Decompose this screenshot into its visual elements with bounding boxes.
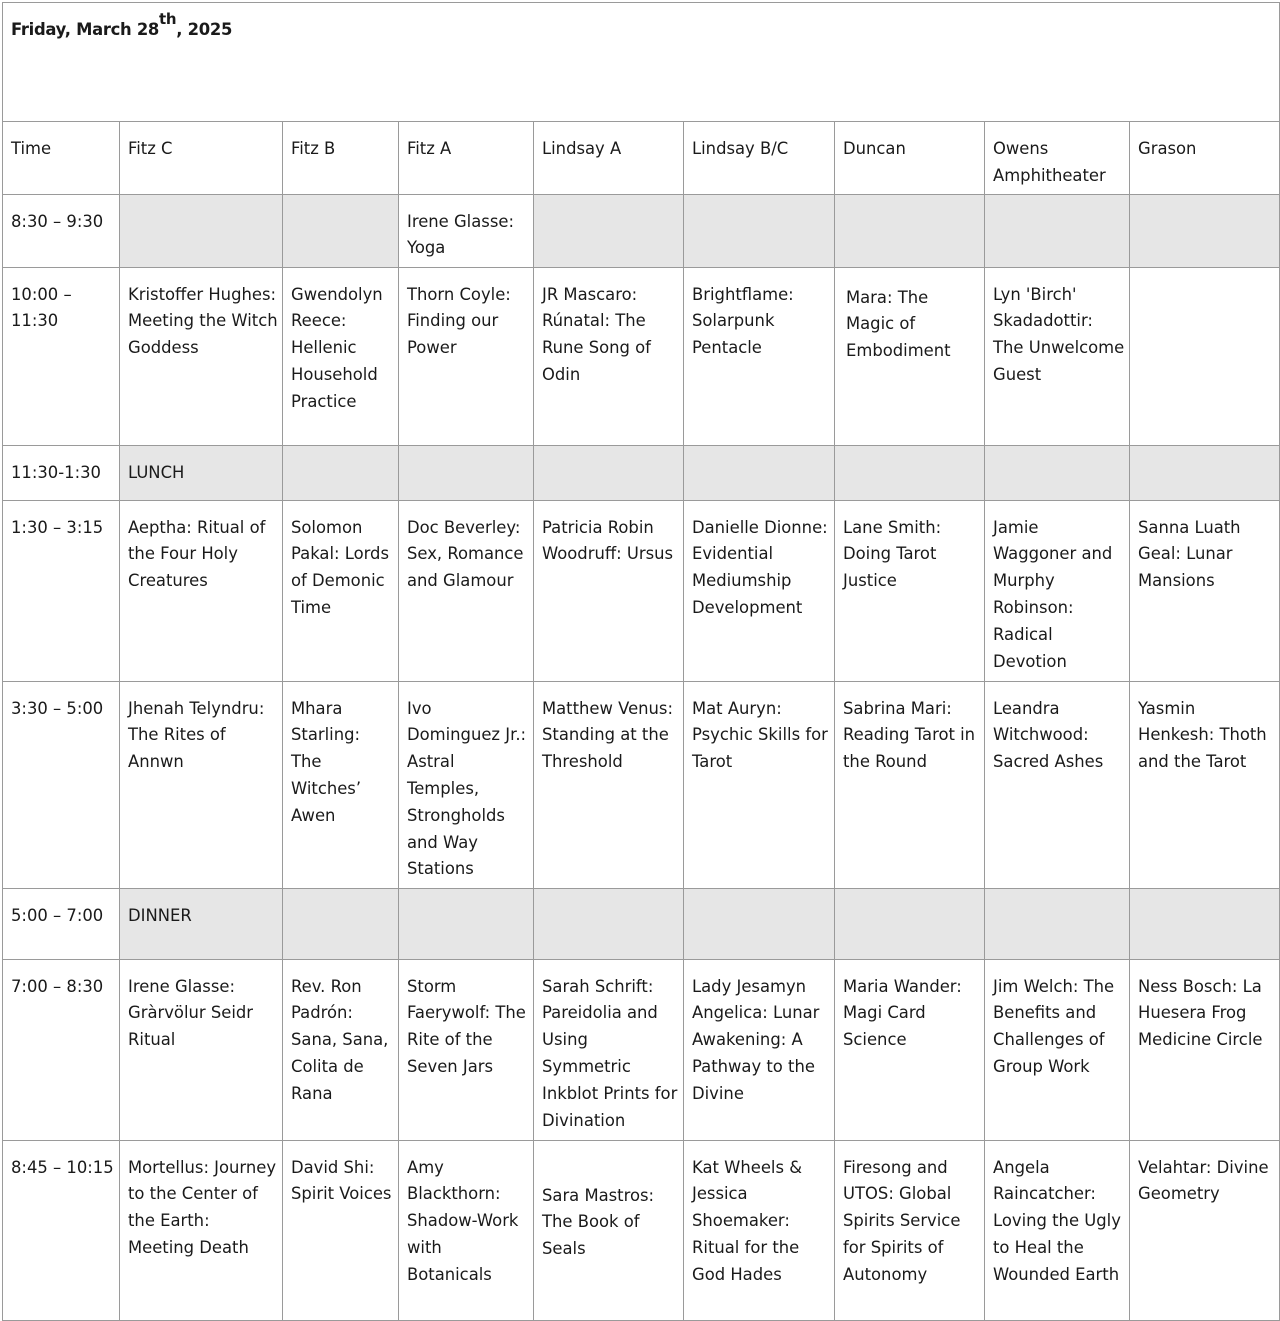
session-cell: Sarah Schrift: Pareidolia and Using Symmetric Inkblot Prints for Divination xyxy=(534,959,684,1140)
session-cell: Gwendolyn Reece: Hellenic Household Practice xyxy=(283,267,399,445)
session-cell: Yasmin Henkesh: Thoth and the Tarot xyxy=(1130,681,1280,888)
session-cell: Doc Beverley: Sex, Romance and Glamour xyxy=(399,500,534,681)
session-cell xyxy=(534,194,684,267)
session-cell xyxy=(120,194,283,267)
session-cell: Velahtar: Divine Geometry xyxy=(1130,1140,1280,1320)
session-cell: Firesong and UTOS: Global Spirits Service for Spirits of Autonomy xyxy=(835,1140,985,1320)
session-cell xyxy=(835,445,985,500)
session-cell: Matthew Venus: Standing at the Threshold xyxy=(534,681,684,888)
time-cell: 8:45 – 10:15 xyxy=(3,1140,120,1320)
session-cell xyxy=(534,445,684,500)
row-0130 xyxy=(3,500,1280,681)
time-cell: 5:00 – 7:00 xyxy=(3,888,120,959)
session-cell: Rev. Ron Padrón: Sana, Sana, Colita de Rana xyxy=(283,959,399,1140)
session-cell xyxy=(399,888,534,959)
session-cell: Sanna Luath Geal: Lunar Mansions xyxy=(1130,500,1280,681)
session-cell xyxy=(684,445,835,500)
session-cell xyxy=(283,888,399,959)
session-cell: Solomon Pakal: Lords of Demonic Time xyxy=(283,500,399,681)
schedule-table xyxy=(2,2,1280,1321)
session-cell: Mara: The Magic of Embodiment xyxy=(835,267,985,445)
session-cell: Storm Faerywolf: The Rite of the Seven Jars xyxy=(399,959,534,1140)
session-cell: Mortellus: Journey to the Center of the Earth: Meeting Death xyxy=(120,1140,283,1320)
time-cell: 11:30-1:30 xyxy=(3,445,120,500)
header-time: Time xyxy=(3,122,120,195)
row-0700 xyxy=(3,959,1280,1140)
session-cell: Kristoffer Hughes: Meeting the Witch Goddess xyxy=(120,267,283,445)
session-cell: Amy Blackthorn: Shadow-Work with Botanicals xyxy=(399,1140,534,1320)
session-cell: Jhenah Telyndru: The Rites of Annwn xyxy=(120,681,283,888)
page-title xyxy=(3,3,1280,122)
title-year: , 2025 xyxy=(176,20,233,39)
session-cell: Mhara Starling: The Witches’ Awen xyxy=(283,681,399,888)
header-fitz-b: Fitz B xyxy=(283,122,399,195)
session-cell: Irene Glasse: Gràrvölur Seidr Ritual xyxy=(120,959,283,1140)
title-text: Friday, March 28 xyxy=(11,20,160,39)
session-cell xyxy=(534,888,684,959)
session-cell xyxy=(684,194,835,267)
header-lindsay-bc: Lindsay B/C xyxy=(684,122,835,195)
row-1000 xyxy=(3,267,1280,445)
session-cell xyxy=(835,194,985,267)
dinner-cell: DINNER xyxy=(120,888,283,959)
session-cell: Jim Welch: The Benefits and Challenges of Group Work xyxy=(985,959,1130,1140)
session-cell xyxy=(283,194,399,267)
session-cell xyxy=(283,445,399,500)
session-cell xyxy=(985,194,1130,267)
row-0830 xyxy=(3,194,1280,267)
session-cell xyxy=(399,445,534,500)
row-0845 xyxy=(3,1140,1280,1320)
lunch-cell: LUNCH xyxy=(120,445,283,500)
header-lindsay-a: Lindsay A xyxy=(534,122,684,195)
session-cell: Kat Wheels & Jessica Shoemaker: Ritual for the God Hades xyxy=(684,1140,835,1320)
header-owens: Owens Amphitheater xyxy=(985,122,1130,195)
session-cell: Thorn Coyle: Finding our Power xyxy=(399,267,534,445)
session-cell: Aeptha: Ritual of the Four Holy Creatures xyxy=(120,500,283,681)
session-cell: Ness Bosch: La Huesera Frog Medicine Circle xyxy=(1130,959,1280,1140)
row-0330 xyxy=(3,681,1280,888)
session-cell: Jamie Waggoner and Murphy Robinson: Radical Devotion xyxy=(985,500,1130,681)
time-cell: 10:00 – 11:30 xyxy=(3,267,120,445)
session-cell: Maria Wander: Magi Card Science xyxy=(835,959,985,1140)
session-cell xyxy=(835,888,985,959)
header-fitz-a: Fitz A xyxy=(399,122,534,195)
session-cell xyxy=(1130,194,1280,267)
time-cell: 7:00 – 8:30 xyxy=(3,959,120,1140)
session-cell: Leandra Witchwood: Sacred Ashes xyxy=(985,681,1130,888)
session-cell xyxy=(684,888,835,959)
session-cell xyxy=(1130,445,1280,500)
session-cell: Lady Jesamyn Angelica: Lunar Awakening: A Pathway to the Divine xyxy=(684,959,835,1140)
session-cell: Ivo Dominguez Jr.: Astral Temples, Strongholds and Way Stations xyxy=(399,681,534,888)
session-cell: David Shi: Spirit Voices xyxy=(283,1140,399,1320)
session-cell: Patricia Robin Woodruff: Ursus xyxy=(534,500,684,681)
session-cell: JR Mascaro: Rúnatal: The Rune Song of Odin xyxy=(534,267,684,445)
title-row xyxy=(3,3,1280,122)
session-cell: Mat Auryn: Psychic Skills for Tarot xyxy=(684,681,835,888)
row-dinner xyxy=(3,888,1280,959)
session-cell xyxy=(985,888,1130,959)
time-cell: 3:30 – 5:00 xyxy=(3,681,120,888)
time-cell: 1:30 – 3:15 xyxy=(3,500,120,681)
header-fitz-c: Fitz C xyxy=(120,122,283,195)
header-grason: Grason xyxy=(1130,122,1280,195)
session-cell: Brightflame: Solarpunk Pentacle xyxy=(684,267,835,445)
header-row xyxy=(3,122,1280,195)
session-cell: Irene Glasse: Yoga xyxy=(399,194,534,267)
title-superscript: th xyxy=(159,10,177,28)
row-lunch xyxy=(3,445,1280,500)
session-cell: Sabrina Mari: Reading Tarot in the Round xyxy=(835,681,985,888)
session-cell: Lyn 'Birch' Skadadottir: The Unwelcome Guest xyxy=(985,267,1130,445)
session-cell: Lane Smith: Doing Tarot Justice xyxy=(835,500,985,681)
session-cell xyxy=(1130,888,1280,959)
time-cell: 8:30 – 9:30 xyxy=(3,194,120,267)
session-cell: Angela Raincatcher: Loving the Ugly to Heal the Wounded Earth xyxy=(985,1140,1130,1320)
session-cell: Sara Mastros: The Book of Seals xyxy=(534,1140,684,1320)
session-cell xyxy=(1130,267,1280,445)
header-duncan: Duncan xyxy=(835,122,985,195)
session-cell xyxy=(985,445,1130,500)
session-cell: Danielle Dionne: Evidential Mediumship Development xyxy=(684,500,835,681)
